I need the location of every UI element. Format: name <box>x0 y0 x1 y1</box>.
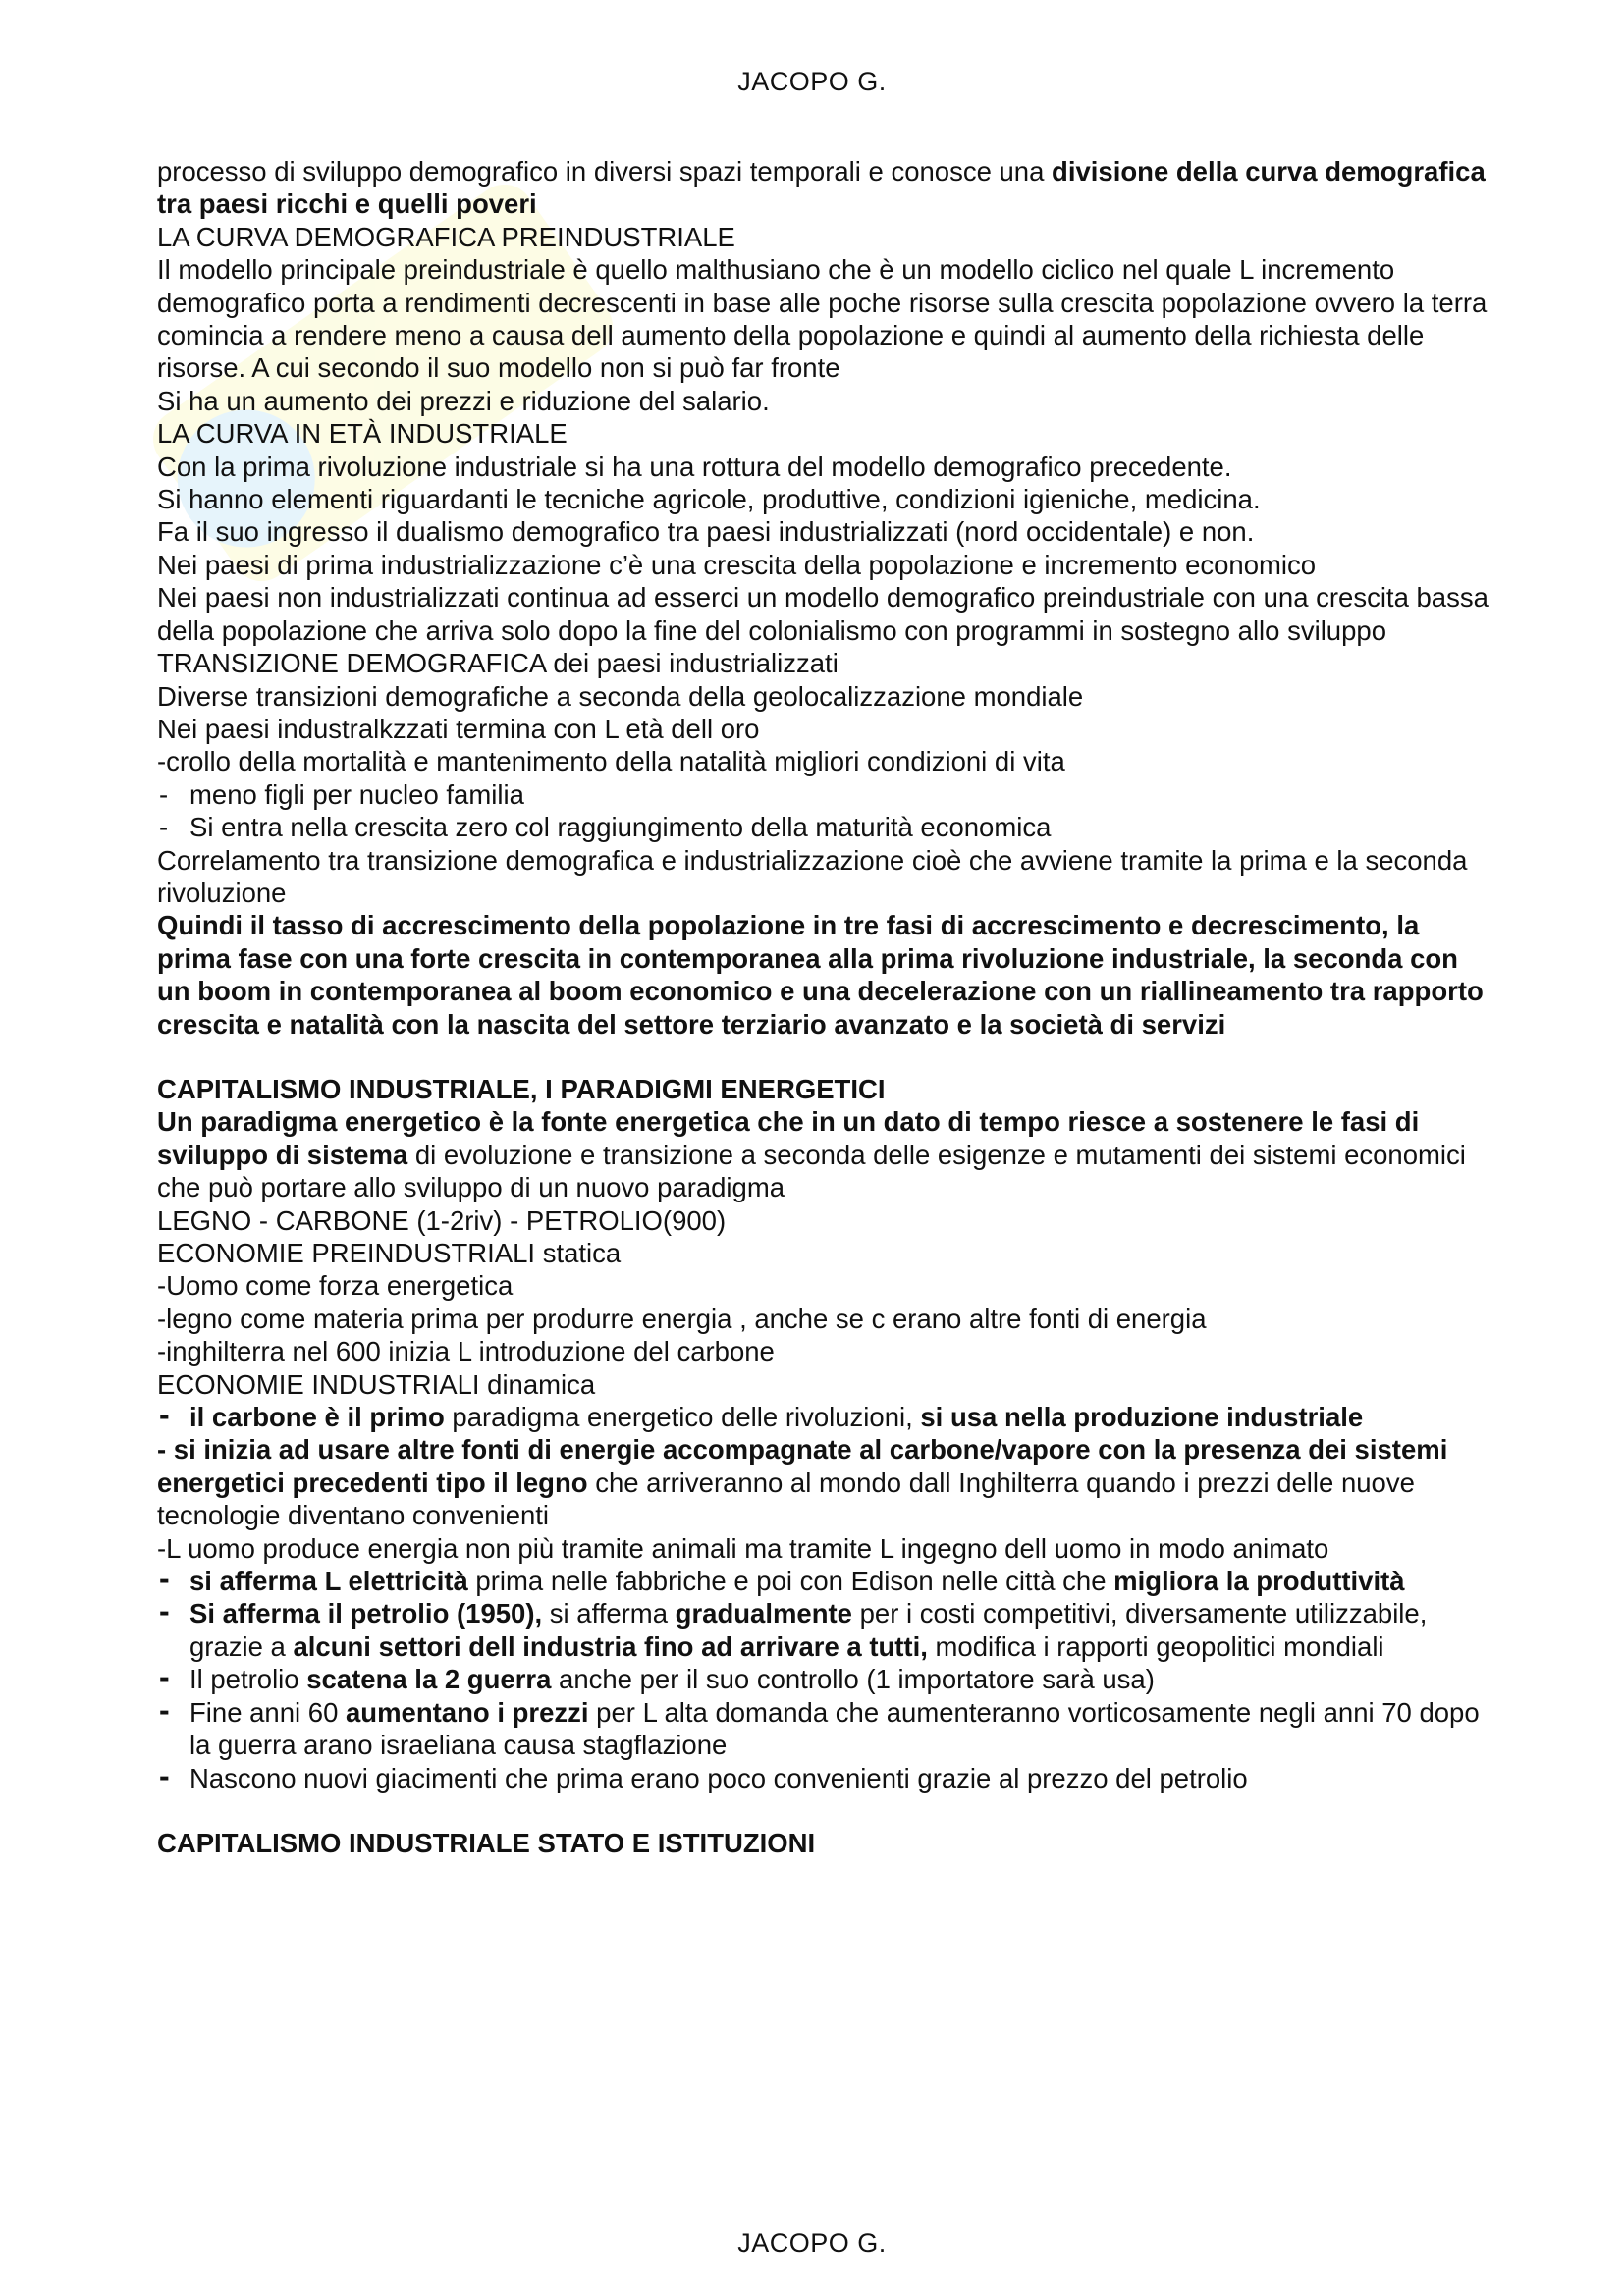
paragraph: Si ha un aumento dei prezzi e riduzione del salario. <box>157 385 770 416</box>
list-item: - Si entra nella crescita zero col raggiungimento della maturità economica <box>157 811 1492 843</box>
page-footer: JACOPO G. <box>737 2228 887 2258</box>
paragraph: Si hanno elementi riguardanti le tecniche agricole, produttive, condizioni igieniche, medicina. <box>157 484 1261 515</box>
paragraph: Fa il suo ingresso il dualismo demografico tra paesi industrializzati (nord occidentale) e non. <box>157 516 1255 548</box>
paragraph: ECONOMIE INDUSTRIALI dinamica <box>157 1368 596 1400</box>
paragraph: -crollo della mortalità e mantenimento della natalità migliori condizioni di vita <box>157 746 1065 777</box>
paragraph: LEGNO - CARBONE (1-2riv) - PETROLIO(900) <box>157 1204 727 1236</box>
list-item: - Nascono nuovi giacimenti che prima erano poco convenienti grazie al prezzo del petrolio <box>157 1762 1492 1794</box>
section-heading: TRANSIZIONE DEMOGRAFICA dei paesi industrializzati <box>157 648 839 679</box>
list-item: - si afferma L elettricità prima nelle fabbriche e poi con Edison nelle città che migliora la produttività <box>157 1565 1492 1597</box>
paragraph: -legno come materia prima per produrre energia , anche se c erano altre fonti di energia <box>157 1303 1207 1334</box>
list-item: - meno figli per nucleo familia <box>157 778 1492 811</box>
paragraph: -inghilterra nel 600 inizia L introduzione del carbone <box>157 1336 775 1367</box>
section-heading: LA CURVA IN ETÀ INDUSTRIALE <box>157 418 568 450</box>
paragraph: -L uomo produce energia non più tramite animali ma tramite L ingegno dell uomo in modo animato <box>157 1532 1329 1564</box>
paragraph: - si inizia ad usare altre fonti di energie accompagnate al carbone/vapore con la presenza dei sistemi energetici precedenti tipo il legno che arriveranno al mondo dall Inghilterra quando i prezzi delle nuove tecnologie diventano convenienti <box>157 1434 1448 1531</box>
paragraph: Il modello principale preindustriale è quello malthusiano che è un modello ciclico nel quale L incremento demografico porta a rendimenti decrescenti in base alle poche risorse sulla crescita popolazione ovvero la terra comincia a rendere meno a causa dell aumento della popolazione e quindi al aumento della richiesta delle risorse. A cui secondo il suo modello non si può far fronte <box>157 254 1488 384</box>
paragraph: Con la prima rivoluzione industriale si ha una rottura del modello demografico precedente. <box>157 451 1232 482</box>
document-body <box>157 155 1492 1859</box>
section-heading: CAPITALISMO INDUSTRIALE, I PARADIGMI ENERGETICI <box>157 1073 886 1104</box>
list-item: - Il petrolio scatena la 2 guerra anche per il suo controllo (1 importatore sarà usa) <box>157 1663 1492 1695</box>
paragraph: -Uomo come forza energetica <box>157 1270 514 1302</box>
paragraph: Nei paesi industralkzzati termina con L età dell oro <box>157 713 760 744</box>
paragraph: Un paradigma energetico è la fonte energetica che in un dato di tempo riesce a sostenere le fasi di sviluppo di sistema di evoluzione e transizione a seconda delle esigenze e mutamenti dei sistemi economici che può portare allo sviluppo di un nuovo paradigma <box>157 1106 1466 1203</box>
page-header: JACOPO G. <box>737 67 887 96</box>
paragraph: processo di sviluppo demografico in diversi spazi temporali e conosce una divisione della curva demografica tra paesi ricchi e quelli poveri <box>157 156 1486 220</box>
paragraph: Quindi il tasso di accrescimento della popolazione in tre fasi di accrescimento e decrescimento, la prima fase con una forte crescita in contemporanea alla prima rivoluzione industriale, la seconda con un boom in contemporanea al boom economico e una decelerazione con un riallineamento tra rapporto crescita e natalità con la nascita del settore terziario avanzato e la società di servizi <box>157 910 1484 1040</box>
list-item: - il carbone è il primo paradigma energetico delle rivoluzioni, si usa nella produzione industriale <box>157 1401 1492 1433</box>
paragraph: Nei paesi di prima industrializzazione c’è una crescita della popolazione e incremento economico <box>157 549 1317 580</box>
paragraph: Nei paesi non industrializzati continua ad esserci un modello demografico preindustriale con una crescita bassa della popolazione che arriva solo dopo la fine del colonialismo con programmi in sostegno allo sviluppo <box>157 582 1489 646</box>
list-item: - Fine anni 60 aumentano i prezzi per L alta domanda che aumenteranno vorticosamente negli anni 70 dopo la guerra arano israeliana causa stagflazione <box>157 1696 1492 1762</box>
section-heading: CAPITALISMO INDUSTRIALE STATO E ISTITUZIONI <box>157 1827 816 1858</box>
paragraph: Correlamento tra transizione demografica e industrializzazione cioè che avviene tramite la prima e la seconda rivoluzione <box>157 844 1468 908</box>
list-item: - Si afferma il petrolio (1950), si afferma gradualmente per i costi competitivi, diversamente utilizzabile, grazie a alcuni settori dell industria fino ad arrivare a tutti, modifica i rapporti geopolitici mondiali <box>157 1597 1492 1663</box>
paragraph: Diverse transizioni demografiche a seconda della geolocalizzazione mondiale <box>157 680 1084 712</box>
paragraph: ECONOMIE PREINDUSTRIALI statica <box>157 1238 622 1268</box>
section-heading: LA CURVA DEMOGRAFICA PREINDUSTRIALE <box>157 221 735 252</box>
